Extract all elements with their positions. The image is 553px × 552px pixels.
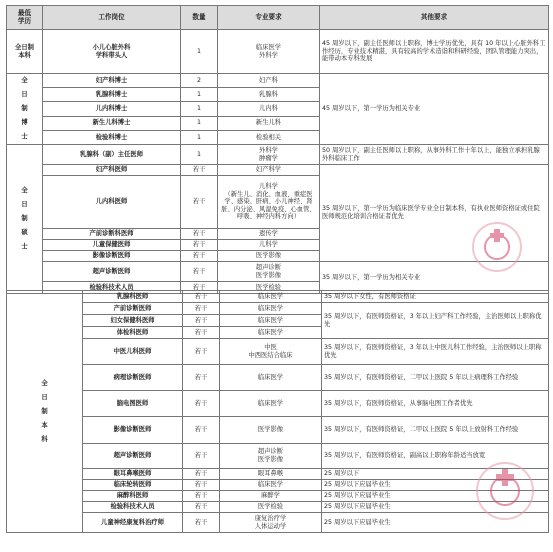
other-cell: 35 周岁以下，有医师资格证，从事脑电图工作者优先 bbox=[322, 391, 549, 417]
position-cell: 影像诊断医师 bbox=[83, 417, 183, 444]
quantity-cell: 1 bbox=[181, 145, 218, 165]
quantity-cell: 若干 bbox=[181, 262, 218, 282]
other-cell: 35 周岁以下，有医师资格证，3 年以上中医儿科工作经验，主治医师以上职称优先 bbox=[322, 339, 549, 365]
table-row bbox=[7, 339, 549, 365]
major-cell: 妇产科学 bbox=[218, 165, 320, 176]
quantity-cell: 若干 bbox=[181, 240, 218, 251]
table-row bbox=[7, 303, 549, 315]
table-row bbox=[7, 502, 549, 513]
major-cell: 临床医学 bbox=[220, 480, 322, 491]
major-cell: 检验相关 bbox=[218, 130, 320, 144]
header-position: 工作岗位 bbox=[43, 6, 181, 30]
position-cell: 产前诊断科医师 bbox=[43, 229, 181, 240]
table-row bbox=[7, 513, 549, 533]
position-cell: 妇产科博士 bbox=[43, 74, 181, 88]
other-cell: 35 周岁以下女性，有医师资格证 bbox=[322, 291, 549, 303]
other-cell: 35 周岁以下，有医师资格证，二甲以上医院 5 年以上放射科工作经验 bbox=[322, 417, 549, 444]
major-cell: 临床医学 bbox=[220, 365, 322, 391]
other-cell: 25 周岁以下应届毕业生 bbox=[322, 480, 549, 491]
position-cell: 临床轮转医师 bbox=[83, 480, 183, 491]
quantity-cell: 若干 bbox=[183, 469, 220, 480]
position-cell: 妇产科医师 bbox=[43, 165, 181, 176]
major-cell: 超声诊断 医学影像 bbox=[218, 262, 320, 282]
table-row bbox=[7, 444, 549, 469]
other-cell: 50 周岁以下，副主任医师以上职称，从事外科工作十年以上，能独立承担乳腺外科临床工作 bbox=[320, 145, 549, 165]
other-cell: 35 周岁以下，第一学历为相关专业 bbox=[320, 262, 549, 294]
position-cell: 检验科技术人员 bbox=[83, 502, 183, 513]
other-cell: 35 周岁以下，第一学历为临床医学专业全日制本科，有执业医师资格证或住院医师规范化培训合格证者优先 bbox=[320, 165, 549, 262]
major-cell: 临床医学 bbox=[220, 315, 322, 327]
header-quantity: 数量 bbox=[181, 6, 218, 30]
quantity-cell: 若干 bbox=[183, 444, 220, 469]
quantity-cell: 1 bbox=[181, 116, 218, 130]
hospital-logo-watermark bbox=[472, 222, 522, 272]
quantity-cell: 1 bbox=[181, 130, 218, 144]
recruitment-table-upper bbox=[6, 5, 549, 294]
major-cell: 医学检验 bbox=[220, 502, 322, 513]
position-cell: 体检科医师 bbox=[83, 327, 183, 339]
other-cell: 45 周岁以下，副主任医师以上职称，博士学历优先，具有 10 年以上心脏外科工作经历，专业技术精湛，具有较高的学术造诣和科研经验，团队管理能力突出，能带动本专科发展 bbox=[320, 30, 549, 74]
education-cell: 全日制 本科 bbox=[7, 30, 43, 74]
position-cell: 小儿心脏外科 学科带头人 bbox=[43, 30, 181, 74]
position-cell: 脑电图医师 bbox=[83, 391, 183, 417]
table-row bbox=[7, 417, 549, 444]
other-cell: 25 周岁以下应届毕业生 bbox=[322, 502, 549, 513]
position-cell: 乳腺科（副）主任医师 bbox=[43, 145, 181, 165]
major-cell: 妇产科 bbox=[218, 74, 320, 88]
quantity-cell: 1 bbox=[181, 102, 218, 116]
major-cell: 外科学 肿瘤学 bbox=[218, 145, 320, 165]
education-cell: 全 日 制 博 士 bbox=[7, 74, 43, 145]
table-row bbox=[7, 145, 549, 165]
position-cell: 超声诊断医师 bbox=[83, 444, 183, 469]
major-cell: 中医 中西医结合临床 bbox=[220, 339, 322, 365]
major-cell: 临床医学 bbox=[220, 303, 322, 315]
other-cell: 35 周岁以下，有医师资格证，副高以上职称年龄适当放宽 bbox=[322, 444, 549, 469]
position-cell: 中医儿科医师 bbox=[83, 339, 183, 365]
major-cell: 医学影像 bbox=[220, 417, 322, 444]
major-cell: 超声诊断 医学影像 bbox=[220, 444, 322, 469]
quantity-cell: 若干 bbox=[183, 513, 220, 533]
other-cell: 25 周岁以下 bbox=[322, 469, 549, 480]
position-cell: 儿内科博士 bbox=[43, 102, 181, 116]
quantity-cell: 1 bbox=[181, 30, 218, 74]
quantity-cell: 若干 bbox=[183, 480, 220, 491]
quantity-cell: 若干 bbox=[183, 502, 220, 513]
major-cell: 乳腺科 bbox=[218, 88, 320, 102]
position-cell: 眼耳鼻喉医师 bbox=[83, 469, 183, 480]
major-cell: 医学检验 bbox=[218, 282, 320, 294]
table-row bbox=[7, 30, 549, 74]
position-cell: 检验科技术人员 bbox=[43, 282, 181, 294]
position-cell: 检验科博士 bbox=[43, 130, 181, 144]
major-cell: 儿内科 bbox=[218, 102, 320, 116]
major-cell: 眼耳鼻喉 bbox=[220, 469, 322, 480]
quantity-cell: 若干 bbox=[183, 291, 220, 303]
major-cell: 临床医学 bbox=[220, 327, 322, 339]
major-cell: 康复治疗学 人体运动学 bbox=[220, 513, 322, 533]
position-cell: 乳腺科博士 bbox=[43, 88, 181, 102]
position-cell: 乳腺科医师 bbox=[83, 291, 183, 303]
position-cell: 影像诊断医师 bbox=[43, 251, 181, 262]
header-row bbox=[7, 6, 549, 30]
header-min-education: 最低 学历 bbox=[7, 6, 43, 30]
table-row bbox=[7, 480, 549, 491]
other-cell: 45 周岁以下，第一学历为相关专业 bbox=[320, 74, 549, 145]
quantity-cell: 若干 bbox=[183, 365, 220, 391]
position-cell: 产前诊断医师 bbox=[83, 303, 183, 315]
quantity-cell: 若干 bbox=[183, 417, 220, 444]
major-cell: 临床医学 bbox=[220, 291, 322, 303]
education-cell: 全 日 制 硕 士 bbox=[7, 145, 43, 294]
major-cell: 新生儿科 bbox=[218, 116, 320, 130]
quantity-cell: 若干 bbox=[181, 282, 218, 294]
quantity-cell: 若干 bbox=[183, 339, 220, 365]
major-cell: 医学影像 bbox=[218, 251, 320, 262]
table-row bbox=[7, 262, 549, 282]
table-row bbox=[7, 74, 549, 88]
position-cell: 麻醉科医师 bbox=[83, 491, 183, 502]
position-cell: 儿童保健医师 bbox=[43, 240, 181, 251]
header-other: 其他要求 bbox=[320, 6, 549, 30]
quantity-cell: 2 bbox=[181, 74, 218, 88]
major-cell: 儿科学 （新生儿、消化、血液、重症医学、感染、肝病、小儿神经、肾脏、内分泌、风湿免疫、心血管、呼吸、神经内科方向） bbox=[218, 176, 320, 229]
position-cell: 儿童神经康复科治疗师 bbox=[83, 513, 183, 533]
other-cell: 35 周岁以下，有医师资格证，二甲以上医院 5 年以上病理科工作经验 bbox=[322, 365, 549, 391]
other-cell: 25 周岁以下应届毕业生 bbox=[322, 513, 549, 533]
quantity-cell: 若干 bbox=[181, 165, 218, 176]
other-cell: 35 周岁以下，有医师资格证，3 年以上妇产科工作经验，主治医师以上职称优先 bbox=[322, 303, 549, 339]
quantity-cell: 若干 bbox=[181, 176, 218, 229]
table-row bbox=[7, 291, 549, 303]
table-row bbox=[7, 165, 549, 176]
major-cell: 儿科学 bbox=[218, 240, 320, 251]
table-row bbox=[7, 491, 549, 502]
major-cell: 临床医学 外科学 bbox=[218, 30, 320, 74]
quantity-cell: 若干 bbox=[181, 229, 218, 240]
quantity-cell: 若干 bbox=[183, 327, 220, 339]
table-row bbox=[7, 365, 549, 391]
position-cell: 新生儿科博士 bbox=[43, 116, 181, 130]
hospital-logo-watermark bbox=[476, 462, 534, 520]
major-cell: 临床医学 bbox=[220, 391, 322, 417]
quantity-cell: 若干 bbox=[181, 251, 218, 262]
quantity-cell: 1 bbox=[181, 88, 218, 102]
quantity-cell: 若干 bbox=[183, 303, 220, 315]
position-cell: 妇女保健科医师 bbox=[83, 315, 183, 327]
quantity-cell: 若干 bbox=[183, 315, 220, 327]
position-cell: 儿内科医师 bbox=[43, 176, 181, 229]
table-row bbox=[7, 469, 549, 480]
major-cell: 麻醉学 bbox=[220, 491, 322, 502]
education-cell: 全 日 制 本 科 bbox=[7, 291, 83, 533]
table-row bbox=[7, 391, 549, 417]
position-cell: 病理诊断医师 bbox=[83, 365, 183, 391]
quantity-cell: 若干 bbox=[183, 391, 220, 417]
quantity-cell: 若干 bbox=[183, 491, 220, 502]
major-cell: 遗传学 bbox=[218, 229, 320, 240]
position-cell: 超声诊断医师 bbox=[43, 262, 181, 282]
header-major: 专业要求 bbox=[218, 6, 320, 30]
recruitment-table-lower bbox=[6, 290, 549, 533]
other-cell: 25 周岁以下应届毕业生 bbox=[322, 491, 549, 502]
